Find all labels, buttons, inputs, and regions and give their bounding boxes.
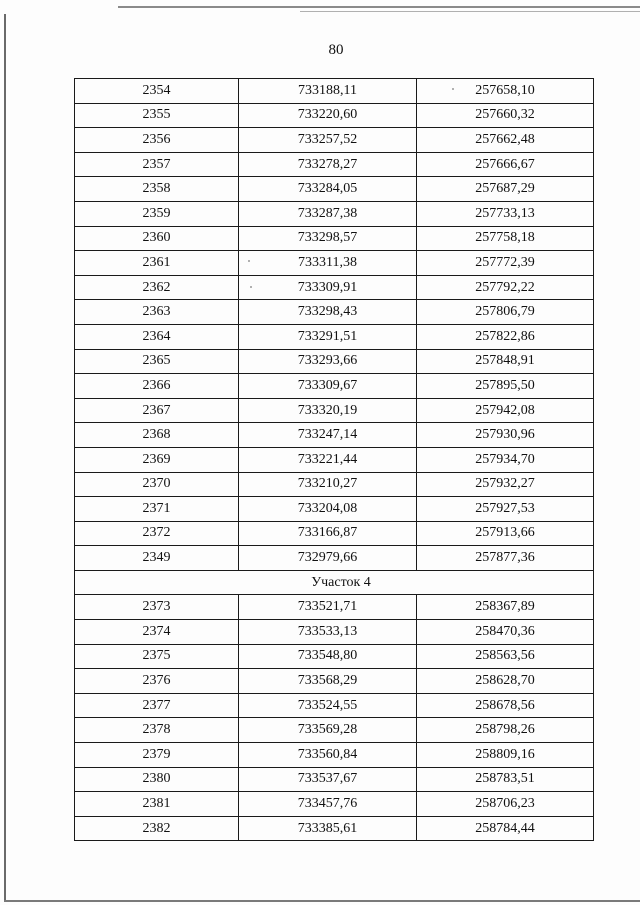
point-number-cell: 2369 [75,447,239,472]
y-coordinate-cell: 257930,96 [417,423,594,448]
x-coordinate-cell: 733309,91 [239,275,417,300]
point-number-cell: 2368 [75,423,239,448]
table-row [75,718,594,743]
y-coordinate-cell: 257913,66 [417,521,594,546]
point-number-cell: 2365 [75,349,239,374]
y-coordinate-cell: 258784,44 [417,816,594,841]
x-coordinate-cell: 733247,14 [239,423,417,448]
point-number-cell: 2372 [75,521,239,546]
table-row [75,79,594,104]
x-coordinate-cell: 733311,38 [239,251,417,276]
point-number-cell: 2360 [75,226,239,251]
y-coordinate-cell: 257942,08 [417,398,594,423]
table-row [75,177,594,202]
point-number-cell: 2377 [75,693,239,718]
y-coordinate-cell: 257806,79 [417,300,594,325]
table-row [75,497,594,522]
y-coordinate-cell: 258367,89 [417,595,594,620]
y-coordinate-cell: 258783,51 [417,767,594,792]
table-row [75,275,594,300]
y-coordinate-cell: 257895,50 [417,374,594,399]
x-coordinate-cell: 733298,43 [239,300,417,325]
table-row [75,472,594,497]
y-coordinate-cell: 257662,48 [417,128,594,153]
table-row [75,152,594,177]
table-row [75,816,594,841]
point-number-cell: 2362 [75,275,239,300]
y-coordinate-cell: 257792,22 [417,275,594,300]
table-row [75,324,594,349]
point-number-cell: 2367 [75,398,239,423]
x-coordinate-cell: 733220,60 [239,103,417,128]
point-number-cell: 2382 [75,816,239,841]
x-coordinate-cell: 733188,11 [239,79,417,104]
point-number-cell: 2361 [75,251,239,276]
x-coordinate-cell: 733278,27 [239,152,417,177]
point-number-cell: 2373 [75,595,239,620]
x-coordinate-cell: 733560,84 [239,743,417,768]
y-coordinate-cell: 257733,13 [417,201,594,226]
point-number-cell: 2376 [75,669,239,694]
table-row [75,128,594,153]
y-coordinate-cell: 257822,86 [417,324,594,349]
x-coordinate-cell: 733521,71 [239,595,417,620]
x-coordinate-cell: 733569,28 [239,718,417,743]
point-number-cell: 2381 [75,792,239,817]
table-row [75,595,594,620]
table-row [75,767,594,792]
x-coordinate-cell: 733221,44 [239,447,417,472]
table-row [75,447,594,472]
point-number-cell: 2378 [75,718,239,743]
y-coordinate-cell: 257687,29 [417,177,594,202]
section-header-row [75,570,594,595]
coordinates-table-body [75,79,594,841]
point-number-cell: 2374 [75,620,239,645]
y-coordinate-cell: 258798,26 [417,718,594,743]
point-number-cell: 2364 [75,324,239,349]
y-coordinate-cell: 257934,70 [417,447,594,472]
y-coordinate-cell: 257660,32 [417,103,594,128]
table-row [75,226,594,251]
point-number-cell: 2371 [75,497,239,522]
y-coordinate-cell: 257932,27 [417,472,594,497]
table-row [75,398,594,423]
point-number-cell: 2380 [75,767,239,792]
y-coordinate-cell: 257758,18 [417,226,594,251]
point-number-cell: 2379 [75,743,239,768]
x-coordinate-cell: 733166,87 [239,521,417,546]
x-coordinate-cell: 733291,51 [239,324,417,349]
scan-top-edge-secondary [300,11,640,12]
x-coordinate-cell: 733548,80 [239,644,417,669]
x-coordinate-cell: 733309,67 [239,374,417,399]
table-row [75,521,594,546]
table-row [75,349,594,374]
table-row [75,693,594,718]
x-coordinate-cell: 733320,19 [239,398,417,423]
scan-top-edge [118,6,640,8]
table-row [75,620,594,645]
point-number-cell: 2370 [75,472,239,497]
x-coordinate-cell: 733293,66 [239,349,417,374]
x-coordinate-cell: 733385,61 [239,816,417,841]
x-coordinate-cell: 733533,13 [239,620,417,645]
scan-left-edge [4,14,6,902]
y-coordinate-cell: 257927,53 [417,497,594,522]
x-coordinate-cell: 733298,57 [239,226,417,251]
point-number-cell: 2356 [75,128,239,153]
x-coordinate-cell: 733287,38 [239,201,417,226]
x-coordinate-cell: 732979,66 [239,546,417,571]
point-number-cell: 2349 [75,546,239,571]
y-coordinate-cell: 258706,23 [417,792,594,817]
y-coordinate-cell: 257848,91 [417,349,594,374]
table-row [75,546,594,571]
x-coordinate-cell: 733210,27 [239,472,417,497]
coordinates-table [74,78,594,841]
y-coordinate-cell: 258470,36 [417,620,594,645]
point-number-cell: 2363 [75,300,239,325]
y-coordinate-cell: 258628,70 [417,669,594,694]
point-number-cell: 2375 [75,644,239,669]
y-coordinate-cell: 257658,10 [417,79,594,104]
point-number-cell: 2366 [75,374,239,399]
y-coordinate-cell: 258678,56 [417,693,594,718]
x-coordinate-cell: 733257,52 [239,128,417,153]
table-row [75,644,594,669]
table-row [75,374,594,399]
y-coordinate-cell: 257772,39 [417,251,594,276]
x-coordinate-cell: 733568,29 [239,669,417,694]
table-row [75,103,594,128]
y-coordinate-cell: 257877,36 [417,546,594,571]
table-row [75,201,594,226]
x-coordinate-cell: 733524,55 [239,693,417,718]
point-number-cell: 2358 [75,177,239,202]
scan-bottom-edge [4,900,640,902]
section-title: Участок 4 [75,570,594,595]
point-number-cell: 2354 [75,79,239,104]
table-row [75,423,594,448]
point-number-cell: 2355 [75,103,239,128]
point-number-cell: 2359 [75,201,239,226]
table-row [75,251,594,276]
table-row [75,300,594,325]
y-coordinate-cell: 258809,16 [417,743,594,768]
page-number: 80 [328,42,344,58]
x-coordinate-cell: 733537,67 [239,767,417,792]
y-coordinate-cell: 257666,67 [417,152,594,177]
table-row [75,792,594,817]
table-row [75,669,594,694]
y-coordinate-cell: 258563,56 [417,644,594,669]
x-coordinate-cell: 733284,05 [239,177,417,202]
table-row [75,743,594,768]
x-coordinate-cell: 733204,08 [239,497,417,522]
point-number-cell: 2357 [75,152,239,177]
x-coordinate-cell: 733457,76 [239,792,417,817]
